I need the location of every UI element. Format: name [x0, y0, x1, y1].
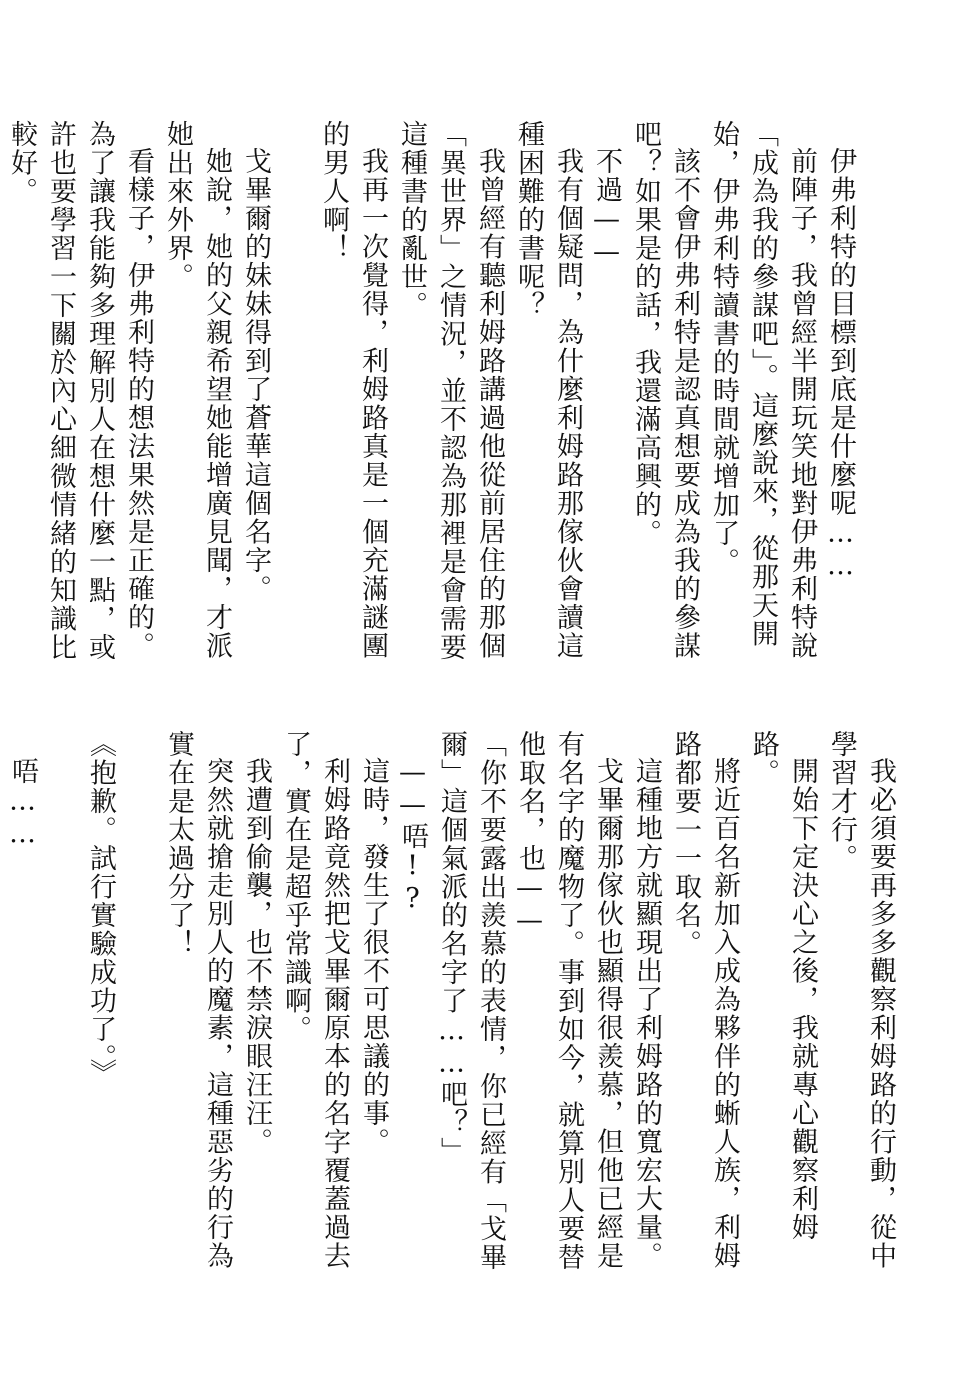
paragraph: 看樣子，伊弗利特的想法果然是正確的。為了讓我能夠多理解別人在想什麼一點，或許也要學習一下關於內心細微情緒的知識比較好。 [6, 120, 154, 662]
paragraph: 我曾經有聽利姆路講過他從前居住的那個「異世界」之情況，並不認為那裡是會需要這種書的亂世。 [396, 120, 505, 662]
paragraph: 她說，她的父親希望她能增廣見聞，才派她出來外界。 [162, 120, 232, 660]
paragraph: 前陣子，我曾經半開玩笑地對伊弗利特說「成為我的參謀吧」。這麼說來，從那天開始，伊弗利特讀書的時間就增加了。 [708, 120, 817, 660]
paragraph: 該不會伊弗利特是認真想要成為我的參謀吧？如果是的話，我還滿高興的。 [630, 120, 700, 660]
paragraph: ——唔!? [397, 757, 428, 916]
paragraph: 這種地方就顯現出了利姆路的寬宏大量。 [631, 757, 662, 1270]
paragraph: 我必須要再多多觀察利姆路的行動，從中學習才行。 [826, 730, 896, 1270]
paragraph: 我再一次覺得，利姆路真是一個充滿謎團的男人啊！ [318, 120, 388, 660]
paragraph: 戈畢爾的妹妹得到了蒼華這個名字。 [240, 147, 271, 603]
paragraph-spacer [42, 730, 81, 1290]
paragraph: 唔…… [7, 757, 38, 851]
paragraph [0, 120, 2, 680]
paragraph: 「你不要露出羨慕的表情，你已經有「戈畢爾」這個氣派的名字了……吧？」 [436, 730, 506, 1272]
paragraph: 不過—— [591, 147, 622, 269]
paragraph: 將近百名新加入成為夥伴的蜥人族，利姆路都要一一取名。 [670, 730, 740, 1270]
paragraph: 開始下定決心之後，我就專心觀察利姆路。 [748, 730, 818, 1242]
paragraph: 戈畢爾那傢伙也顯得很羨慕，但他已經是有名字的魔物了。事到如今，就算別人要替他取名，也—— [514, 730, 623, 1272]
paragraph: 突然就搶走別人的魔素，這種惡劣的行為實在是太過分了！ [163, 730, 233, 1270]
top-text-block [6, 120, 860, 680]
paragraph: 我遭到偷襲，也不禁淚眼汪汪。 [241, 757, 272, 1156]
paragraph-spacer [120, 730, 159, 1290]
paragraph-spacer [275, 120, 314, 680]
paragraph: 我有個疑問，為什麼利姆路那傢伙會讀這種困難的書呢？ [513, 120, 583, 660]
paragraph: 這時，發生了很不可思議的事。 [358, 757, 389, 1156]
paragraph: 《抱歉。試行實驗成功了。》 [85, 730, 116, 1087]
bottom-text-block [7, 730, 900, 1290]
paragraph: 利姆路竟然把戈畢爾原本的名字覆蓋過去了，實在是超乎常識啊。 [280, 730, 350, 1270]
paragraph: 伊弗利特的目標到底是什麼呢…… [825, 147, 856, 583]
